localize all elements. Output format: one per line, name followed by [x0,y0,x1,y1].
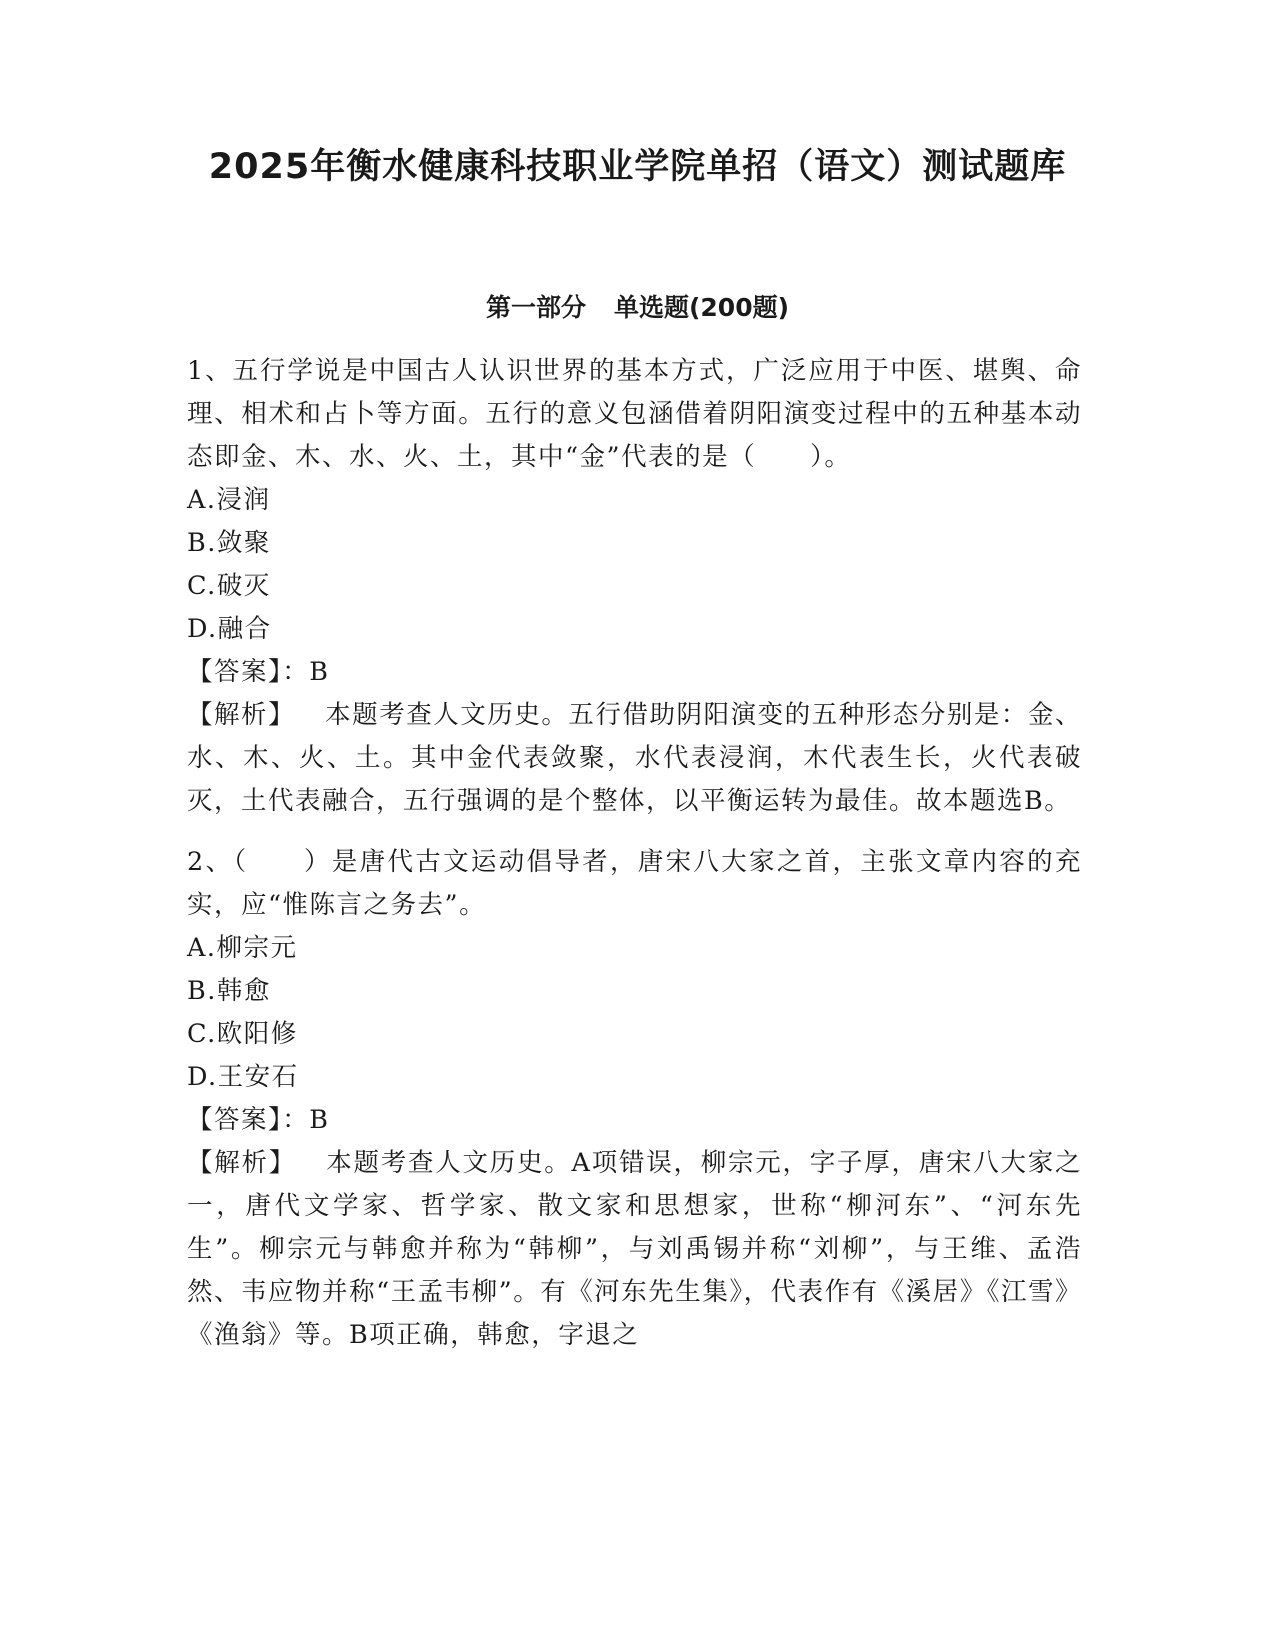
option-c: C.破灭 [187,571,271,601]
option-b: B.敛聚 [187,528,271,558]
analysis-paragraph [187,1142,1082,1357]
answer-line [187,651,1082,694]
section-label: 第一部分 [485,293,586,322]
option-a: A.柳宗元 [187,933,298,963]
analysis-paragraph [187,694,1082,823]
option-c: C.欧阳修 [187,1019,298,1049]
question-list [187,350,1082,1357]
analysis-text: 本题考查人文历史。A项错误，柳宗元，字子厚，唐宋八大家之一，唐代文学家、哲学家、散文家和思想家，世称“柳河东”、“河东先生”。柳宗元与韩愈并称为“韩柳”，与刘禹锡并称“刘柳”，与王维、孟浩然、韦应物并称“王孟韦柳”。有《河东先生集》，代表作有《溪居》《江雪》《渔翁》等。B项正确，韩愈，字退之 [187,1148,1082,1350]
analysis-text: 本题考查人文历史。五行借助阴阳演变的五种形态分别是：金、水、木、火、土。其中金代表敛聚，水代表浸润，木代表生长，火代表破灭，土代表融合，五行强调的是个整体，以平衡运转为最佳。故本题选B。 [187,700,1082,816]
option-d: D.融合 [187,614,272,644]
option-list [187,479,1082,651]
answer-value: B [309,657,330,687]
option-a: A.浸润 [187,485,271,515]
section-title [0,290,1275,326]
option-d: D.王安石 [187,1062,299,1092]
answer-label: 【答案】： [187,1105,310,1135]
option-list [187,927,1082,1099]
answer-value: B [309,1105,330,1135]
option-b: B.韩愈 [187,976,271,1006]
analysis-label: 【解析】 [187,700,296,730]
question-1 [187,350,1082,823]
section-name: 单选题(200题) [613,293,790,322]
question-2 [187,841,1082,1357]
analysis-label: 【解析】 [187,1148,297,1178]
question-stem: 2、（ ）是唐代古文运动倡导者，唐宋八大家之首，主张文章内容的充实，应“惟陈言之务去”。 [187,847,1082,920]
question-stem: 1、五行学说是中国古人认识世界的基本方式，广泛应用于中医、堪舆、命理、相术和占卜等方面。五行的意义包涵借着阴阳演变过程中的五种基本动态即金、木、水、火、土，其中“金”代表的是（ ）。 [187,356,1082,472]
answer-label: 【答案】： [187,657,310,687]
answer-line [187,1099,1082,1142]
document-title: 2025年衡水健康科技职业学院单招（语文）测试题库 [208,147,1067,187]
